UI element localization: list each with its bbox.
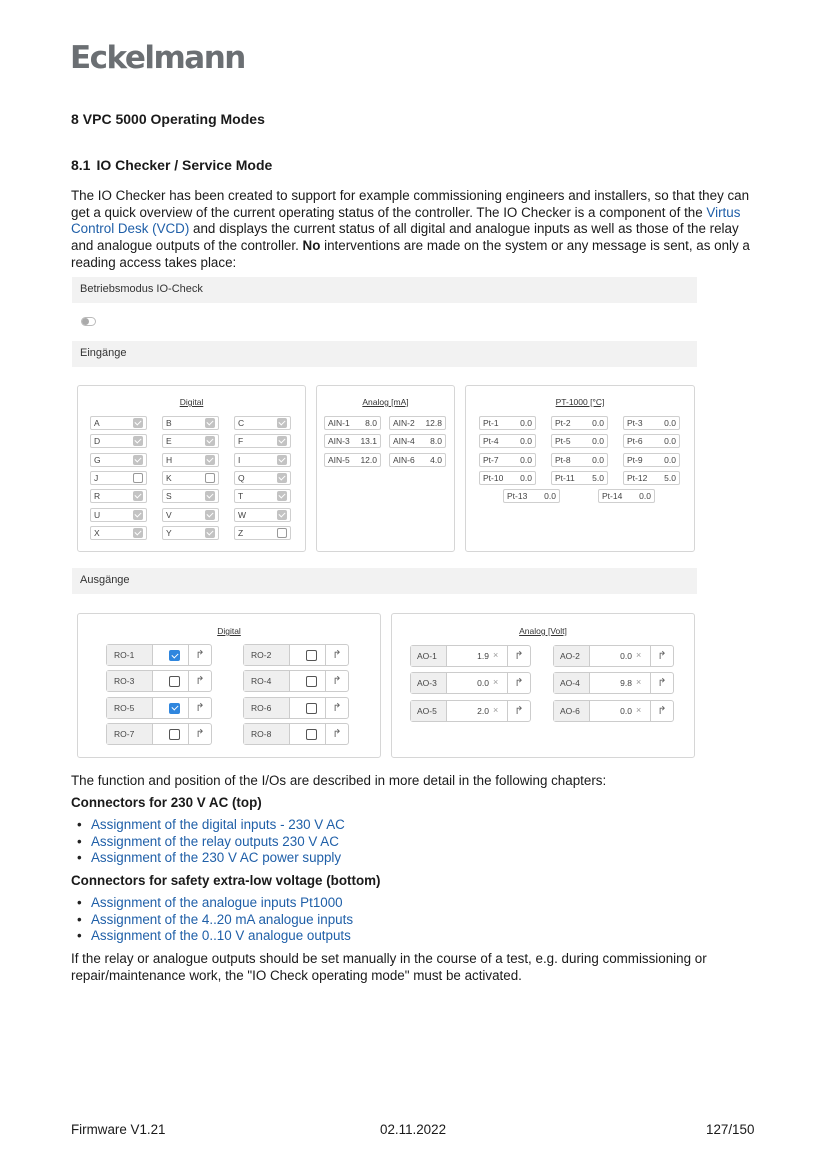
analog-outputs-title: Analog [Volt] [519, 626, 567, 636]
pt1000-pt-1 [479, 416, 536, 430]
relay-output-ro-7 [106, 723, 212, 745]
pt1000-pt-4 [479, 434, 536, 448]
relay-output-label: RO-7 [107, 724, 153, 744]
pt1000-pt-7 [479, 453, 536, 467]
checked-box-icon [277, 473, 287, 483]
pt1000-value: 0.0 [664, 454, 676, 465]
pt1000-panel [465, 385, 695, 552]
subsection-heading [71, 157, 272, 173]
analog-output-ao-2 [553, 645, 674, 667]
pt1000-pt-2 [551, 416, 608, 430]
checked-box-icon [277, 455, 287, 465]
digital-input-label: F [238, 436, 244, 447]
checked-box-icon [133, 491, 143, 501]
apply-icon[interactable]: ↱ [188, 645, 211, 665]
analog-input-label: AIN-1 [328, 418, 350, 428]
digital-input-label: A [94, 418, 100, 428]
bottom-connectors-list [71, 895, 353, 945]
digital-input-label: C [238, 418, 245, 428]
digital-input-label: K [166, 472, 172, 483]
clear-icon[interactable]: × [636, 650, 642, 660]
section-heading [71, 111, 265, 127]
apply-icon[interactable]: ↱ [188, 724, 211, 744]
analog-output-label: AO-5 [411, 701, 447, 721]
digital-input-a [90, 416, 147, 430]
apply-icon[interactable]: ↱ [507, 673, 530, 693]
pt1000-value: 0.0 [520, 436, 532, 447]
relay-output-ro-1 [106, 644, 212, 666]
link-analogue-0-10v[interactable]: Assignment of the 0..10 V analogue outputs [91, 928, 351, 944]
digital-input-label: B [166, 418, 172, 428]
digital-input-v [162, 508, 219, 522]
analog-output-value[interactable]: 0.0 [620, 705, 632, 716]
intro-text-1: The IO Checker has been created to support for example commissioning engineers and installers, so that they can get a quick overview of the current operating status of the controller. The IO Checker is a component of the [71, 188, 750, 220]
pt1000-label: Pt-2 [555, 418, 571, 428]
checked-box-icon [277, 510, 287, 520]
pt1000-value: 5.0 [664, 472, 676, 483]
analog-input-value: 12.8 [425, 418, 442, 428]
apply-icon[interactable]: ↱ [325, 645, 348, 665]
digital-input-label: G [94, 454, 101, 465]
clear-icon[interactable]: × [493, 677, 499, 688]
relay-checkbox[interactable] [306, 676, 317, 687]
pt1000-pt-14 [598, 489, 655, 503]
digital-input-g [90, 453, 147, 467]
digital-input-label: V [166, 509, 172, 520]
apply-icon[interactable]: ↱ [650, 646, 673, 666]
checked-box-icon [277, 491, 287, 501]
analog-output-value[interactable]: 1.9 [477, 651, 489, 661]
checked-box-icon [277, 418, 287, 428]
apply-icon[interactable]: ↱ [188, 698, 211, 718]
pt1000-value: 0.0 [520, 418, 532, 428]
analog-inputs-title: Analog [mA] [362, 397, 409, 407]
analog-output-ao-5 [410, 700, 531, 722]
pt1000-label: Pt-3 [627, 418, 643, 428]
list-item [71, 817, 345, 834]
mode-bar: Betriebsmodus IO-Check [72, 277, 697, 303]
analog-input-label: AIN-6 [393, 454, 415, 465]
apply-icon[interactable]: ↱ [507, 646, 530, 666]
pt1000-label: Pt-1 [483, 418, 499, 428]
unchecked-box-icon [133, 473, 143, 483]
list-item [71, 850, 345, 867]
digital-input-u [90, 508, 147, 522]
footer-date: 02.11.2022 [380, 1122, 447, 1137]
relay-output-label: RO-5 [107, 698, 153, 718]
link-analogue-4-20ma[interactable]: Assignment of the 4..20 mA analogue inputs [91, 911, 354, 927]
subsection-title: IO Checker / Service Mode [96, 157, 273, 173]
top-connectors-list [71, 817, 345, 867]
digital-input-label: D [94, 436, 101, 447]
digital-input-q [234, 471, 291, 485]
analog-input-label: AIN-5 [328, 454, 350, 465]
digital-outputs-panel [77, 613, 381, 758]
pt1000-label: Pt-11 [555, 472, 575, 483]
intro-text-2: and displays the current status of all digital and analogue inputs as well as those of the relay and analogue outputs of the controller. [71, 221, 739, 254]
apply-icon[interactable]: ↱ [507, 701, 530, 721]
pt1000-value: 0.0 [664, 418, 676, 428]
checked-box-icon [133, 455, 143, 465]
digital-input-z [234, 526, 291, 540]
relay-output-label: RO-2 [244, 645, 290, 665]
digital-input-w [234, 508, 291, 522]
relay-output-label: RO-8 [244, 724, 290, 744]
pt1000-value: 0.0 [664, 436, 676, 447]
apply-icon[interactable]: ↱ [650, 701, 673, 721]
eckelmann-logo: Eckelmann [70, 40, 245, 76]
intro-bold: No [302, 238, 321, 254]
pt1000-title: PT-1000 [°C] [555, 397, 605, 407]
relay-output-label: RO-6 [244, 698, 290, 718]
analog-input-value: 8.0 [430, 436, 442, 447]
relay-output-label: RO-4 [244, 671, 290, 691]
digital-input-k [162, 471, 219, 485]
footer-firmware: Firmware V1.21 [71, 1122, 166, 1137]
analog-input-value: 4.0 [430, 454, 442, 465]
digital-input-i [234, 453, 291, 467]
digital-input-j [90, 471, 147, 485]
io-check-toggle[interactable] [81, 317, 96, 326]
analog-input-value: 13.1 [360, 436, 377, 447]
link-relay-outputs[interactable]: Assignment of the relay outputs 230 V AC [91, 833, 339, 849]
digital-input-label: Y [166, 527, 172, 538]
pt1000-label: Pt-7 [483, 454, 499, 465]
list-item [71, 834, 345, 851]
digital-input-label: J [94, 472, 99, 483]
footer-page: 127/150 [706, 1122, 755, 1137]
analog-outputs-panel [391, 613, 695, 758]
link-power-supply[interactable]: Assignment of the 230 V AC power supply [91, 850, 342, 866]
analog-input-value: 12.0 [360, 454, 377, 465]
list-item [71, 912, 353, 929]
analog-output-ao-1 [410, 645, 531, 667]
relay-checkbox[interactable] [306, 650, 317, 661]
analog-output-label: AO-2 [554, 646, 590, 666]
digital-input-x [90, 526, 147, 540]
apply-icon[interactable]: ↱ [325, 724, 348, 744]
io-description: The function and position of the I/Os are described in more detail in the following chapters: [71, 773, 607, 788]
digital-inputs-title: Digital [179, 397, 204, 407]
relay-output-ro-8 [243, 723, 349, 745]
vcd-link[interactable]: Virtus Control Desk (VCD) [71, 204, 741, 237]
digital-input-label: Z [238, 527, 244, 538]
checked-box-icon [133, 418, 143, 428]
pt1000-label: Pt-12 [627, 472, 648, 483]
checked-box-icon [205, 418, 215, 428]
digital-input-label: E [166, 436, 172, 447]
analog-input-ain-1 [324, 416, 381, 430]
intro-paragraph [71, 188, 761, 272]
checked-box-icon [205, 510, 215, 520]
digital-input-label: Q [238, 472, 245, 483]
checked-box-icon [133, 436, 143, 446]
checked-box-icon [205, 528, 215, 538]
pt1000-pt-11 [551, 471, 608, 485]
checked-box-icon [205, 491, 215, 501]
unchecked-box-icon [205, 473, 215, 483]
pt1000-label: Pt-10 [483, 472, 504, 483]
digital-input-label: I [238, 454, 241, 465]
digital-input-label: T [238, 491, 244, 502]
analog-output-label: AO-3 [411, 673, 447, 693]
digital-inputs-panel [77, 385, 306, 552]
analog-input-label: AIN-2 [393, 418, 415, 428]
pt1000-label: Pt-13 [507, 491, 528, 502]
checked-box-icon [277, 436, 287, 446]
digital-input-t [234, 489, 291, 503]
digital-input-label: S [166, 491, 172, 502]
digital-input-b [162, 416, 219, 430]
analog-output-value[interactable]: 0.0 [477, 678, 489, 689]
digital-input-h [162, 453, 219, 467]
analog-output-label: AO-4 [554, 673, 590, 693]
pt1000-pt-13 [503, 489, 560, 503]
digital-input-label: W [238, 509, 247, 520]
digital-outputs-title: Digital [217, 626, 241, 636]
analog-output-value[interactable]: 9.8 [620, 678, 632, 689]
digital-input-y [162, 526, 219, 540]
section-number: 8 [71, 111, 79, 127]
analog-input-label: AIN-3 [328, 436, 350, 447]
subsection-number: 8.1 [71, 157, 91, 173]
relay-output-ro-6 [243, 697, 349, 719]
digital-input-label: R [94, 491, 101, 502]
relay-checkbox[interactable] [169, 703, 180, 714]
clear-icon[interactable]: × [636, 677, 642, 688]
digital-input-r [90, 489, 147, 503]
pt1000-pt-6 [623, 434, 680, 448]
relay-checkbox[interactable] [306, 729, 317, 740]
closing-paragraph: If the relay or analogue outputs should be set manually in the course of a test, e.g. during commissioning or repair/maintenance work, the "IO Check operating mode" must be activated. [71, 951, 707, 983]
analog-inputs-panel [316, 385, 455, 552]
relay-output-ro-2 [243, 644, 349, 666]
analog-input-label: AIN-4 [393, 436, 415, 447]
pt1000-pt-10 [479, 471, 536, 485]
analog-output-ao-4 [553, 672, 674, 694]
checked-box-icon [205, 455, 215, 465]
analog-input-ain-3 [324, 434, 381, 448]
pt1000-value: 0.0 [592, 436, 604, 447]
apply-icon[interactable]: ↱ [188, 671, 211, 691]
pt1000-pt-12 [623, 471, 680, 485]
intro-text-3: interventions are made on the system or any message is sent, as only a reading access takes place: [71, 238, 750, 270]
pt1000-label: Pt-5 [555, 436, 571, 447]
pt1000-label: Pt-4 [483, 436, 499, 447]
relay-checkbox[interactable] [169, 729, 180, 740]
relay-output-ro-5 [106, 697, 212, 719]
link-digital-inputs[interactable]: Assignment of the digital inputs - 230 V AC [91, 817, 345, 832]
bottom-connectors-heading: Connectors for safety extra-low voltage (bottom) [71, 873, 381, 888]
relay-output-label: RO-1 [107, 645, 153, 665]
checked-box-icon [205, 436, 215, 446]
checked-box-icon [133, 510, 143, 520]
pt1000-value: 0.0 [520, 454, 532, 465]
section-title: VPC 5000 Operating Modes [82, 111, 265, 127]
pt1000-label: Pt-9 [627, 454, 643, 465]
link-analogue-pt1000[interactable]: Assignment of the analogue inputs Pt1000 [91, 895, 343, 910]
analog-input-value: 8.0 [365, 418, 377, 428]
pt1000-value: 0.0 [544, 491, 556, 502]
clear-icon[interactable]: × [493, 650, 499, 660]
pt1000-value: 5.0 [592, 472, 604, 483]
digital-input-label: U [94, 509, 101, 520]
analog-output-ao-6 [553, 700, 674, 722]
pt1000-value: 0.0 [639, 491, 651, 502]
digital-input-f [234, 434, 291, 448]
relay-output-ro-4 [243, 670, 349, 692]
pt1000-value: 0.0 [520, 472, 532, 483]
analog-input-ain-5 [324, 453, 381, 467]
pt1000-label: Pt-14 [602, 491, 623, 502]
apply-icon[interactable]: ↱ [325, 671, 348, 691]
digital-input-c [234, 416, 291, 430]
unchecked-box-icon [277, 528, 287, 538]
pt1000-value: 0.0 [592, 418, 604, 428]
list-item [71, 895, 353, 912]
digital-input-label: H [166, 454, 173, 465]
pt1000-pt-5 [551, 434, 608, 448]
top-connectors-heading: Connectors for 230 V AC (top) [71, 795, 262, 810]
pt1000-value: 0.0 [592, 454, 604, 465]
outputs-bar: Ausgänge [72, 568, 697, 594]
digital-input-d [90, 434, 147, 448]
apply-icon[interactable]: ↱ [650, 673, 673, 693]
relay-output-ro-3 [106, 670, 212, 692]
relay-checkbox[interactable] [306, 703, 317, 714]
analog-output-ao-3 [410, 672, 531, 694]
analog-input-ain-6 [389, 453, 446, 467]
list-item [71, 928, 353, 945]
apply-icon[interactable]: ↱ [325, 698, 348, 718]
clear-icon[interactable]: × [493, 704, 499, 715]
pt1000-pt-3 [623, 416, 680, 430]
inputs-bar: Eingänge [72, 341, 697, 367]
checked-box-icon [133, 528, 143, 538]
analog-output-value[interactable]: 0.0 [620, 651, 632, 661]
digital-input-e [162, 434, 219, 448]
pt1000-label: Pt-8 [555, 454, 571, 465]
pt1000-pt-9 [623, 453, 680, 467]
analog-input-ain-4 [389, 434, 446, 448]
digital-input-label: X [94, 527, 100, 538]
clear-icon[interactable]: × [636, 704, 642, 715]
analog-output-label: AO-1 [411, 646, 447, 666]
digital-input-s [162, 489, 219, 503]
relay-checkbox[interactable] [169, 650, 180, 661]
analog-input-ain-2 [389, 416, 446, 430]
relay-checkbox[interactable] [169, 676, 180, 687]
relay-output-label: RO-3 [107, 671, 153, 691]
pt1000-pt-8 [551, 453, 608, 467]
pt1000-label: Pt-6 [627, 436, 643, 447]
analog-output-label: AO-6 [554, 701, 590, 721]
analog-output-value[interactable]: 2.0 [477, 705, 489, 716]
